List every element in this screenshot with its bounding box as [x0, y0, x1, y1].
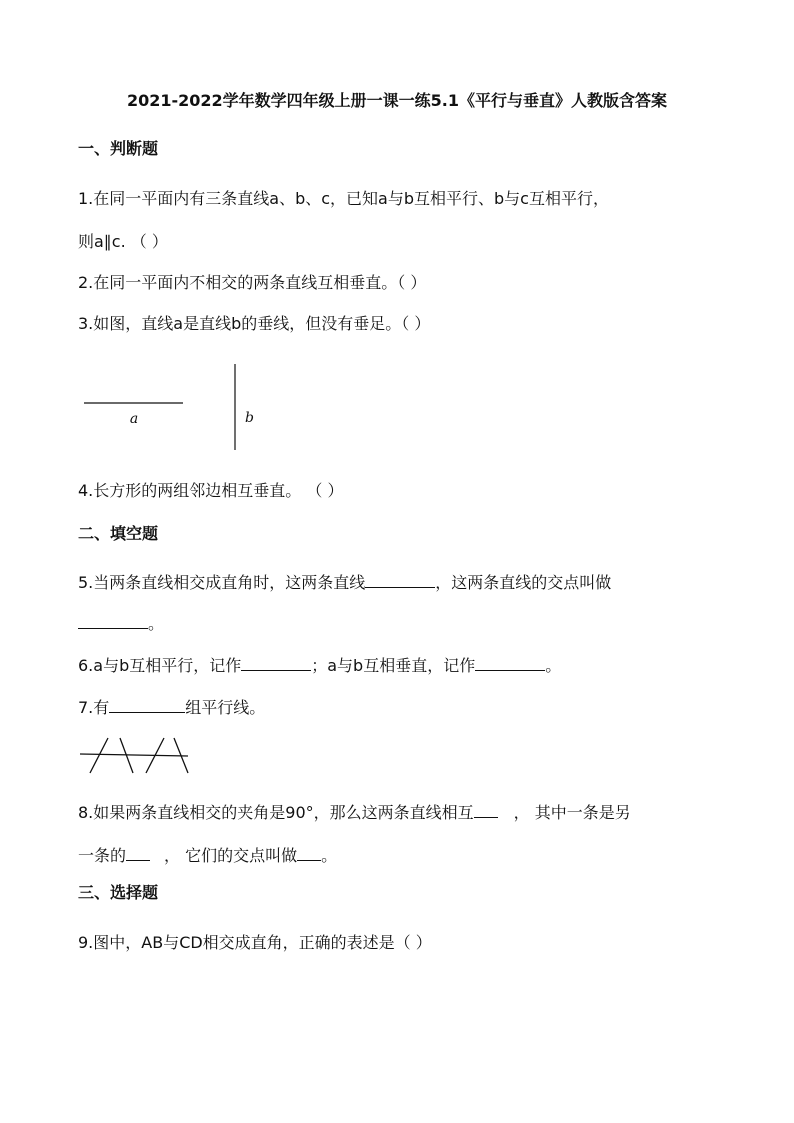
question-2: 2.在同一平面内不相交的两条直线互相垂直。（ ） [78, 273, 427, 292]
question-7-text-1: 7.有 [78, 698, 110, 717]
question-8-line-2 [78, 843, 337, 866]
question-5-line-1 [78, 570, 611, 593]
question-8-text-3: 一条的 [78, 846, 127, 865]
label-b: b [245, 410, 254, 426]
answer-blank[interactable] [297, 844, 321, 861]
question-7-text-2: 组平行线。 [185, 698, 266, 717]
section-judgment: 一、判断题 [78, 139, 159, 158]
question-6-text-2: ；a与b互相垂直，记作 [311, 656, 476, 675]
question-8-text-1: 8.如果两条直线相交的夹角是90°，那么这两条直线相互 [78, 803, 474, 822]
question-1-line-2: 则a∥c. （ ） [78, 232, 168, 251]
question-4: 4.长方形的两组邻边相互垂直。 （ ） [78, 481, 344, 500]
question-8-text-2: ， 其中一条是另 [513, 803, 631, 822]
section-multiple-choice: 三、选择题 [78, 883, 159, 902]
question-6 [78, 653, 561, 676]
question-8-text-4: ， 它们的交点叫做 [164, 846, 298, 865]
question-8-line-1 [78, 800, 631, 823]
page-title: 2021-2022学年数学四年级上册一课一练5.1《平行与垂直》人教版含答案 [126, 91, 668, 110]
question-5-line-2 [78, 611, 164, 634]
label-a: a [129, 411, 139, 427]
answer-blank[interactable] [474, 801, 498, 818]
question-6-text-3: 。 [545, 656, 562, 675]
question-5-text-3: 。 [148, 614, 165, 633]
question-5-text-1: 5.当两条直线相交成直角时，这两条直线 [78, 573, 366, 592]
question-3: 3.如图，直线a是直线b的垂线，但没有垂足。（ ） [78, 314, 431, 333]
answer-blank[interactable] [241, 654, 311, 671]
question-5-text-2: ，这两条直线的交点叫做 [435, 573, 612, 592]
figure-lines-a-b [78, 360, 278, 455]
answer-blank[interactable] [78, 612, 148, 629]
answer-blank[interactable] [126, 844, 150, 861]
question-6-text-1: 6.a与b互相平行，记作 [78, 656, 242, 675]
figure-parallel-lines [78, 735, 198, 777]
question-7 [78, 695, 265, 718]
question-8-text-5: 。 [321, 846, 338, 865]
answer-blank[interactable] [365, 571, 435, 588]
horizontal-line [80, 754, 188, 756]
question-9: 9.图中，AB与CD相交成直角，正确的表述是（ ） [78, 933, 432, 952]
question-1-line-1: 1.在同一平面内有三条直线a、b、c，已知a与b互相平行、b与c互相平行， [78, 189, 609, 208]
answer-blank[interactable] [475, 654, 545, 671]
section-fill-blank: 二、填空题 [78, 524, 159, 543]
slanted-line [90, 738, 108, 773]
answer-blank[interactable] [109, 696, 185, 713]
